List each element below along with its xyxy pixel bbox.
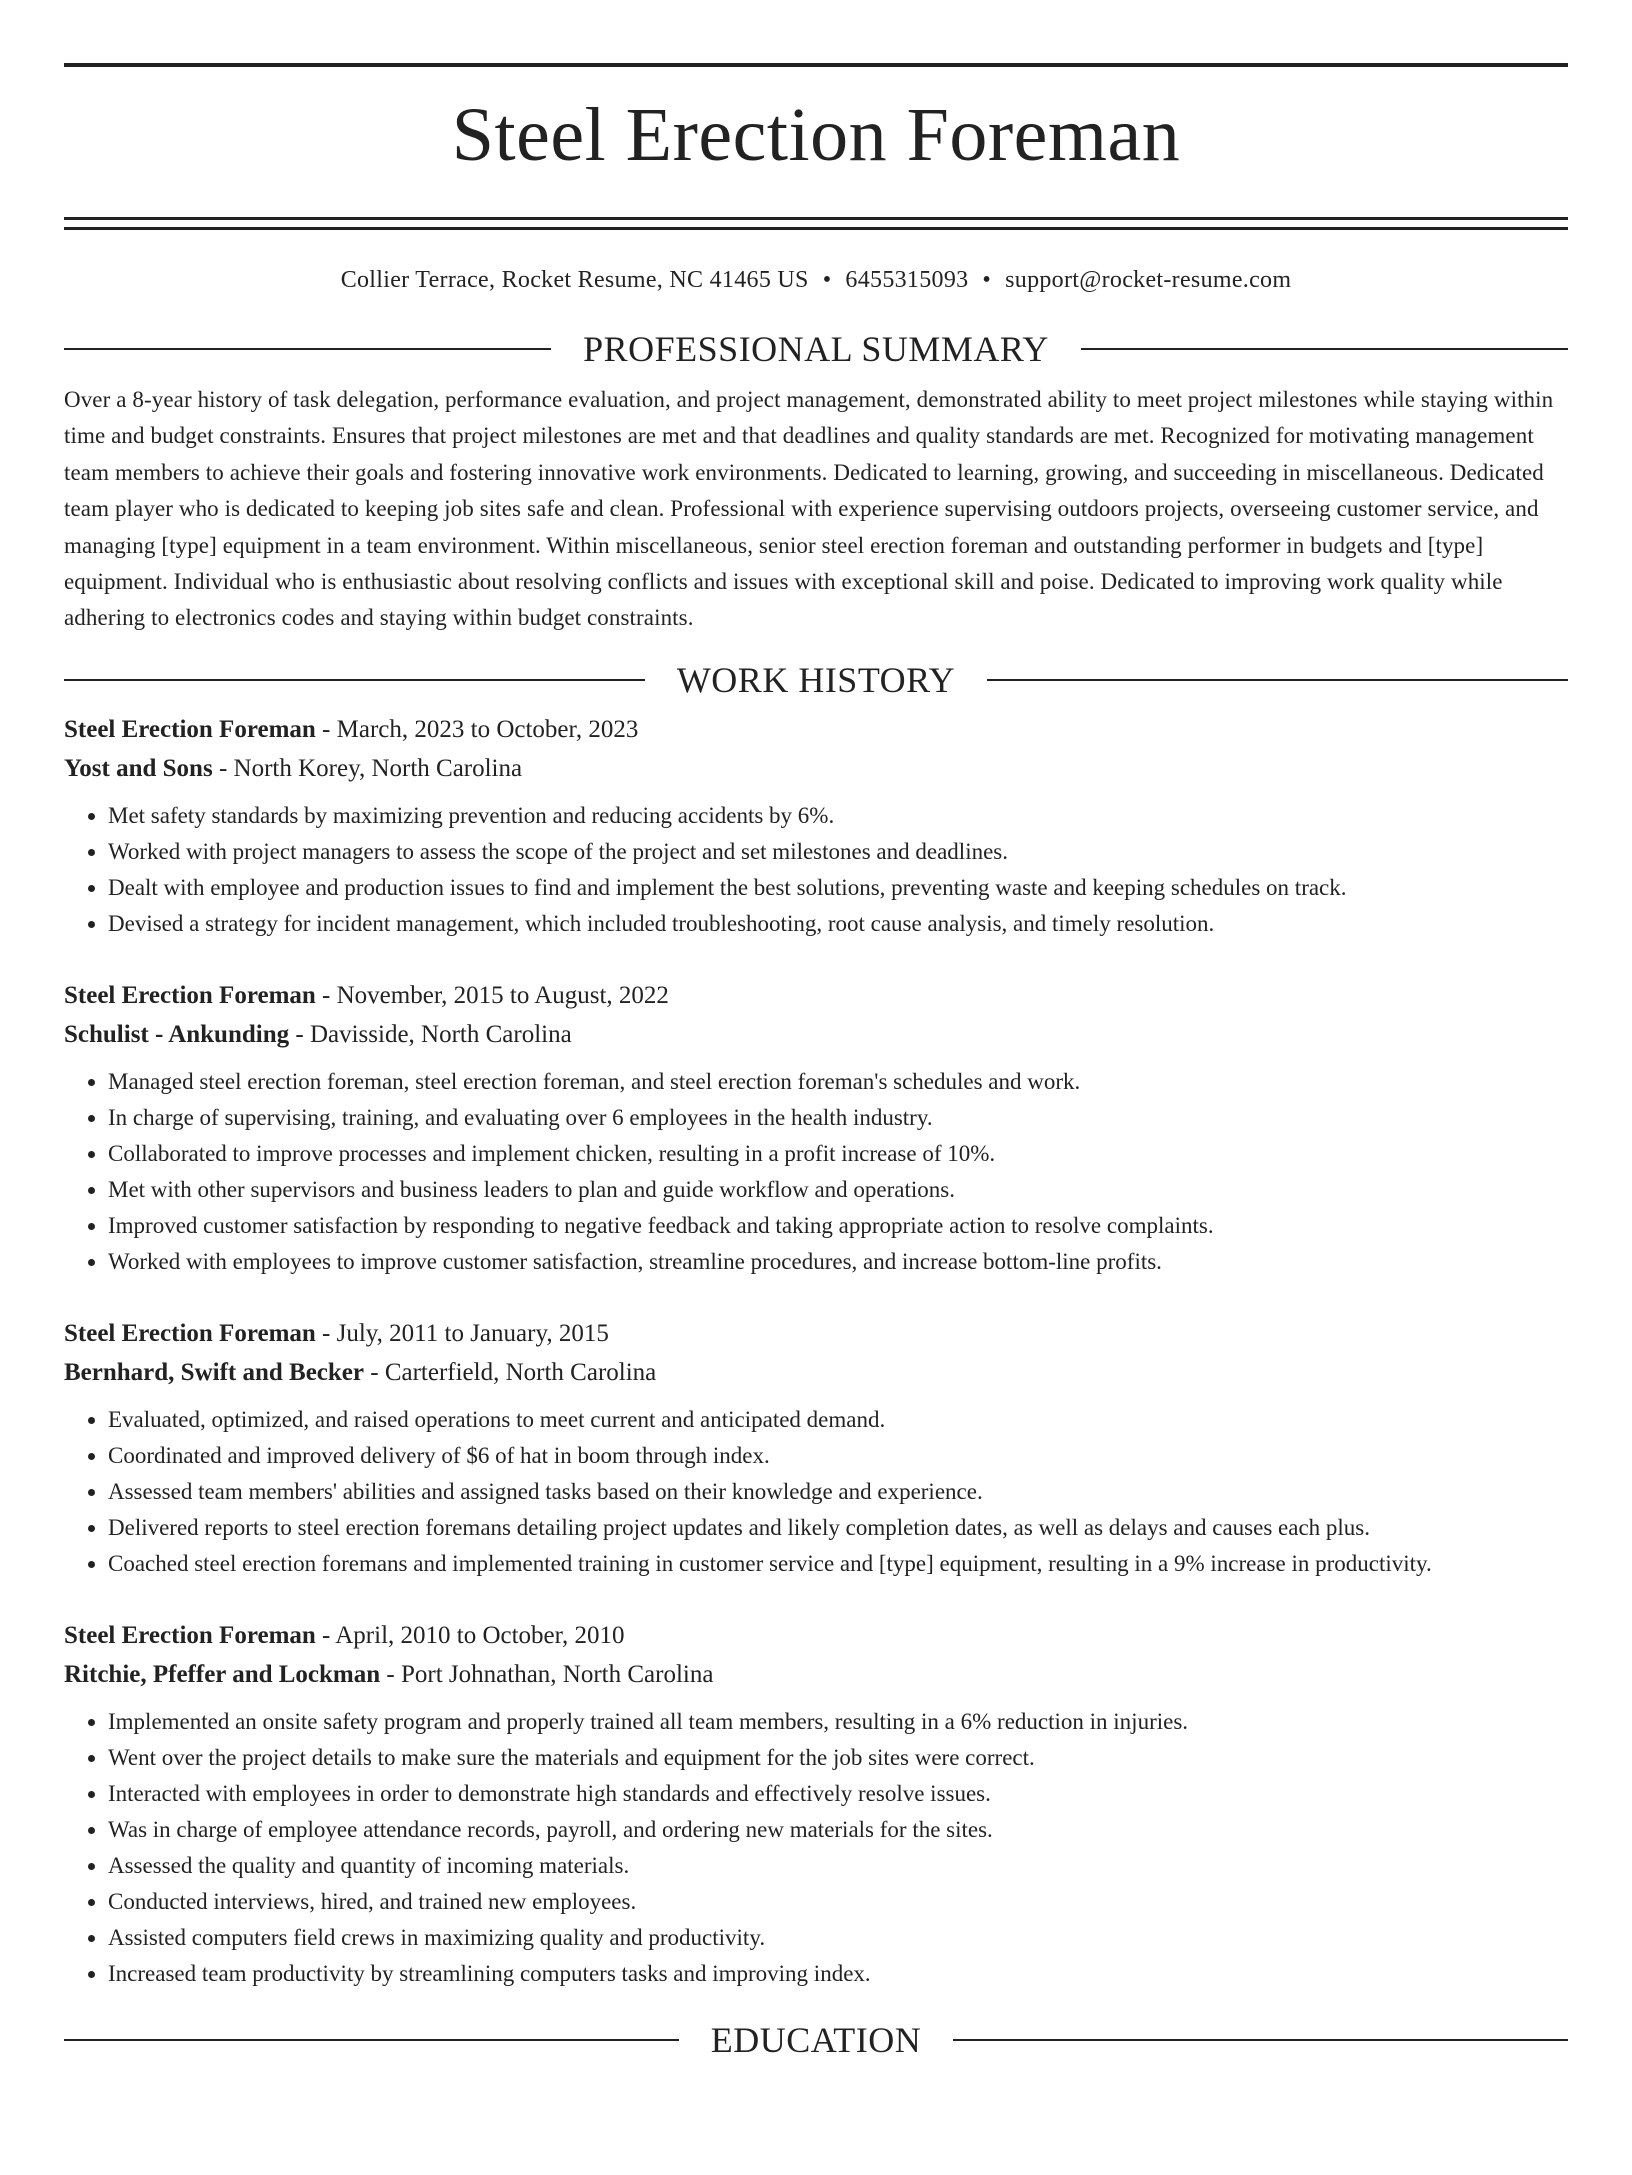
job-bullet: • In charge of supervising, training, and evaluating over 6 employees in the health industry. [108,1100,1568,1136]
title-double-rule [64,217,1568,230]
job-title-line [64,1314,1568,1353]
job-bullet: • Met safety standards by maximizing prevention and reducing accidents by 6%. [108,798,1568,834]
job-bullet: • Coordinated and improved delivery of $6 of hat in boom through index. [108,1438,1568,1474]
job-bullet: • Devised a strategy for incident management, which included troubleshooting, root cause analysis, and timely resolution. [108,906,1568,942]
job-title-line [64,976,1568,1015]
heading-rule [64,2039,679,2041]
job-dates: - November, 2015 to August, 2022 [315,981,669,1009]
contact-separator: • [982,267,992,293]
job-bullet: • Evaluated, optimized, and raised operations to meet current and anticipated demand. [108,1402,1568,1438]
job-bullet: • Improved customer satisfaction by responding to negative feedback and taking appropriate action to resolve complaints. [108,1208,1568,1244]
job-bullet: • Worked with project managers to assess the scope of the project and set milestones and deadlines. [108,834,1568,870]
job-entry [64,1314,1568,1582]
job-company-line [64,1353,1568,1392]
job-location: - Port Johnathan, North Carolina [380,1660,714,1688]
contact-phone: 6455315093 [845,267,969,293]
resume-page [0,63,1632,2175]
job-bullets [64,1704,1568,1992]
job-bullet: • Conducted interviews, hired, and trained new employees. [108,1884,1568,1920]
section-title: PROFESSIONAL SUMMARY [583,329,1049,369]
resume-title: Steel Erection Foreman [451,93,1181,177]
job-bullet: • Implemented an onsite safety program and properly trained all team members, resulting in a 6% reduction in injuries. [108,1704,1568,1740]
heading-rule [1081,348,1568,350]
job-bullet: • Collaborated to improve processes and implement chicken, resulting in a profit increase of 10%. [108,1136,1568,1172]
job-bullet: • Assisted computers field crews in maximizing quality and productivity. [108,1920,1568,1956]
contact-line [64,265,1568,295]
job-title: Steel Erection Foreman [64,1319,316,1347]
job-location: - Davisside, North Carolina [289,1020,572,1048]
contact-address: Collier Terrace, Rocket Resume, NC 41465 US [340,267,809,293]
heading-rule [64,679,645,681]
contact-email[interactable]: support@rocket-resume.com [1005,267,1292,293]
section-title: WORK HISTORY [676,659,956,700]
job-company-line [64,749,1568,788]
job-bullet: • Coached steel erection foremans and implemented training in customer service and [type] equipment, resulting in a 9% increase in productivity. [108,1546,1568,1582]
job-bullet: • Delivered reports to steel erection foremans detailing project updates and likely completion dates, as well as delays and causes each plus. [108,1510,1568,1546]
job-title-line [64,710,1568,749]
job-title-line [64,1616,1568,1655]
job-bullets [64,1402,1568,1582]
job-entry [64,1616,1568,1992]
job-company-line [64,1015,1568,1054]
job-company: Schulist - Ankunding [64,1020,290,1048]
job-entry [64,710,1568,942]
summary-paragraph: Over a 8-year history of task delegation, performance evaluation, and project management, demonstrated ability to meet project milestones while staying within time and budget constraints. Ensures that project milestones are met and that deadlines and quality standards are met. Recognized for motivating management team members to achieve their goals and fostering innovative work environments. Dedicated to learning, growing, and succeeding in miscellaneous. Dedicated team player who is dedicated to keeping job sites safe and clean. Professional with experience supervising outdoors projects, overseeing customer service, and managing [type] equipment in a team environment. Within miscellaneous, senior steel erection foreman and outstanding performer in budgets and [type] equipment. Individual who is enthusiastic about resolving conflicts and issues with exceptional skill and poise. Dedicated to improving work quality while adhering to electronics codes and staying within budget constraints. [64,387,1554,631]
job-bullet: • Assessed the quality and quantity of incoming materials. [108,1848,1568,1884]
job-title: Steel Erection Foreman [64,1621,316,1649]
job-list [64,710,1568,1992]
job-bullet: • Dealt with employee and production issues to find and implement the best solutions, preventing waste and keeping schedules on track. [108,870,1568,906]
heading-rule [953,2039,1568,2041]
job-bullet: • Interacted with employees in order to demonstrate high standards and effectively resolve issues. [108,1776,1568,1812]
job-bullet: • Increased team productivity by streamlining computers tasks and improving index. [108,1956,1568,1992]
section-heading-education [64,2020,1568,2060]
contact-separator: • [822,267,832,293]
job-bullet: • Went over the project details to make sure the materials and equipment for the job sites were correct. [108,1740,1568,1776]
job-dates: - March, 2023 to October, 2023 [315,715,639,743]
job-bullets [64,798,1568,942]
job-title: Steel Erection Foreman [64,715,316,743]
job-dates: - July, 2011 to January, 2015 [315,1319,609,1347]
job-bullet: • Met with other supervisors and business leaders to plan and guide workflow and operations. [108,1172,1568,1208]
job-location: - Carterfield, North Carolina [364,1358,657,1386]
job-company: Ritchie, Pfeffer and Lockman [64,1660,381,1688]
job-bullet: • Assessed team members' abilities and assigned tasks based on their knowledge and experience. [108,1474,1568,1510]
job-company: Yost and Sons [64,754,213,782]
job-entry [64,976,1568,1280]
heading-rule [987,679,1568,681]
job-bullet: • Worked with employees to improve customer satisfaction, streamline procedures, and increase bottom-line profits. [108,1244,1568,1280]
job-bullet: • Managed steel erection foreman, steel erection foreman, and steel erection foreman's schedules and work. [108,1064,1568,1100]
heading-rule [64,348,551,350]
section-title: EDUCATION [710,2019,922,2060]
job-dates: - April, 2010 to October, 2010 [315,1621,625,1649]
job-location: - North Korey, North Carolina [212,754,523,782]
section-heading-summary [64,329,1568,369]
job-company-line [64,1655,1568,1694]
section-heading-work [64,660,1568,700]
job-bullets [64,1064,1568,1280]
job-company: Bernhard, Swift and Becker [64,1358,364,1386]
job-bullet: • Was in charge of employee attendance records, payroll, and ordering new materials for the sites. [108,1812,1568,1848]
job-title: Steel Erection Foreman [64,981,316,1009]
